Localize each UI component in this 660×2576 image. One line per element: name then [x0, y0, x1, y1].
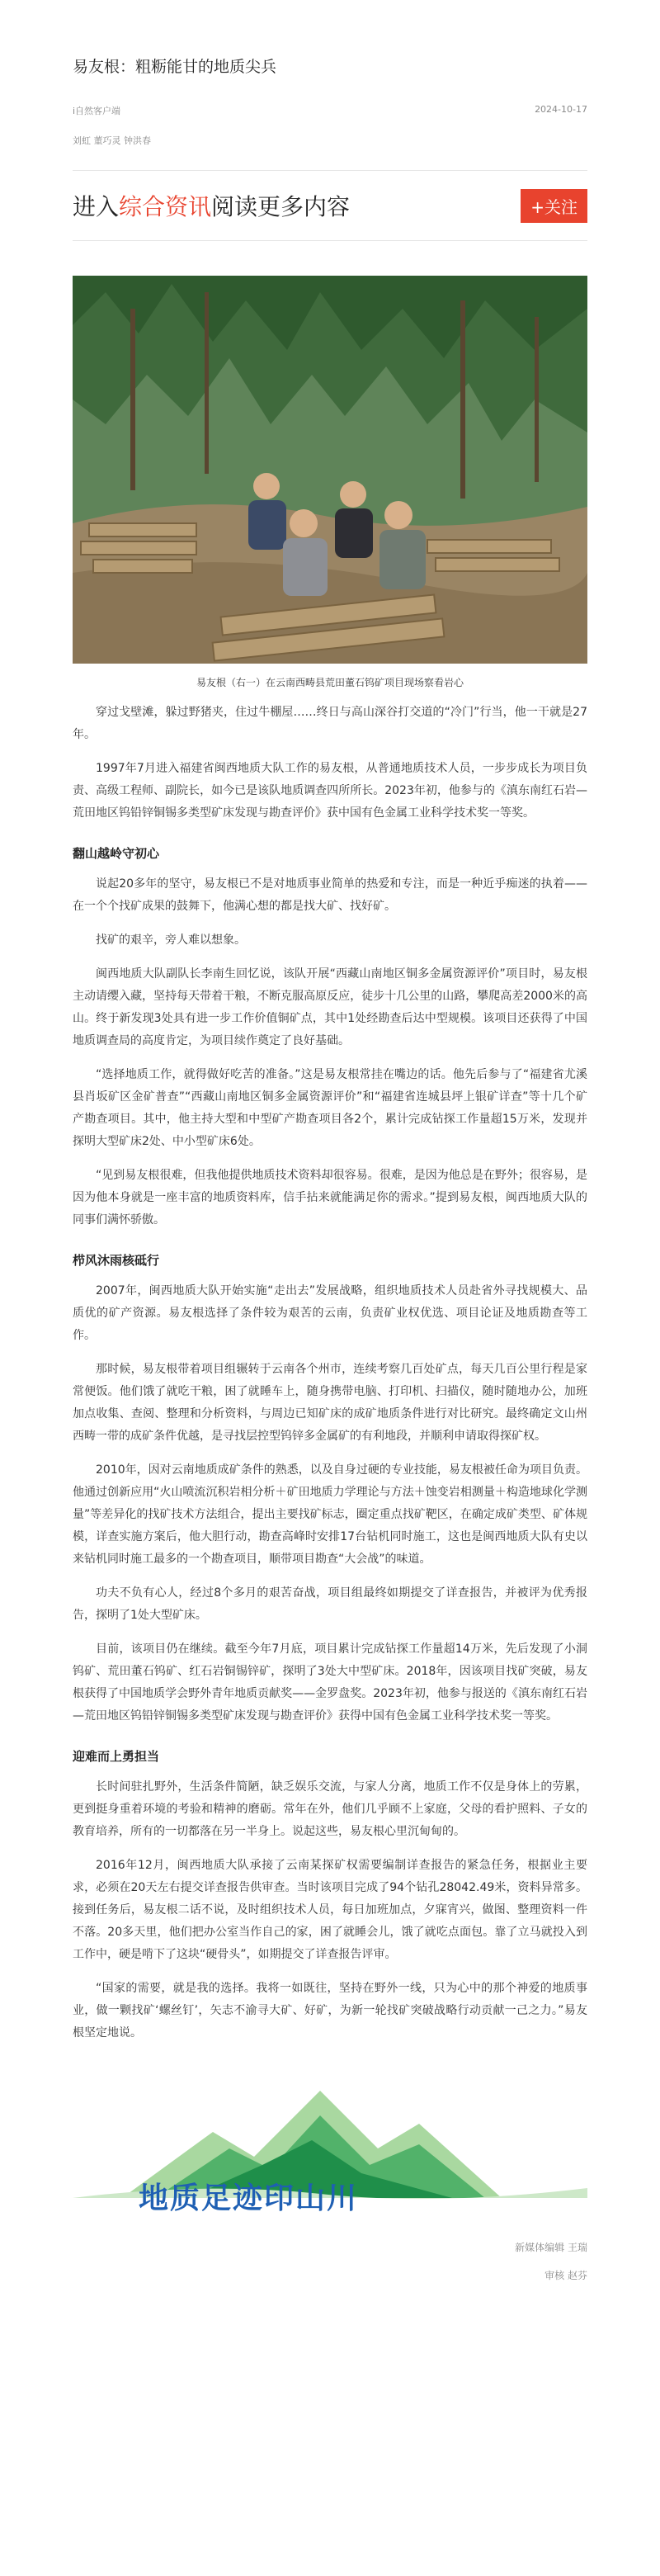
section3-paragraph: 2016年12月，闽西地质大队承接了云南某探矿权需要编制详查报告的紧急任务，根据业主要求，必须在20天左右提交详查报告供审查。当时该项目完成了94个钻孔28042.49米，资料异常多。接到任务后，易友根二话不说，及时组织技术人员，每日加班加点，夕寐宵兴，做图、整理资料一件不落。20多天里，他们把办公室当作自己的家，困了就睡会儿，饿了就吃点面包。靠了立马就投入到工作中，硬是啃下了这块“硬骨头”，如期提交了详查报告评审。: [73, 1859, 587, 1961]
section2-paragraph: 2007年，闽西地质大队开始实施“走出去”发展战略，组织地质技术人员赴省外寻找规模大、品质优的矿产资源。易友根选择了条件较为艰苦的云南，负责矿业权优选、项目论证及地质勘查等工作。: [73, 1284, 587, 1342]
section-title-1: 翻山越岭守初心: [73, 846, 160, 861]
banner-highlight: 综合资讯: [119, 193, 212, 220]
editor-credit: 新媒体编辑 王瑞: [515, 2242, 587, 2253]
read-more-banner[interactable]: [73, 170, 587, 241]
section-title-3: 迎难而上勇担当: [73, 1749, 160, 1764]
article-date: 2024-10-17: [535, 104, 587, 115]
follow-button[interactable]: +关注: [521, 189, 587, 223]
article-authors: 刘虹 董巧灵 钟洪春: [73, 135, 151, 146]
section1-paragraph: “见到易友根很难，但我他提供地质技术资料却很容易。很难，是因为他总是在野外；很容易，是因为他本身就是一座丰富的地质资料库，信手拈来就能满足你的需求。”提到易友根，闽西地质大队的同事们满怀骄傲。: [73, 1169, 587, 1227]
section1-paragraph: 说起20多年的坚守，易友根已不是对地质事业简单的热爱和专注，而是一种近乎痴迷的执着——在一个个找矿成果的鼓舞下，他满心想的都是找大矿、找好矿。: [73, 877, 587, 913]
photo-caption: 易友根（右一）在云南西畴县荒田董石钨矿项目现场察看岩心: [196, 677, 464, 688]
section1-paragraph: 闽西地质大队副队长李南生回忆说，该队开展“西藏山南地区铜多金属资源评价”项目时，易友根主动请缨入藏，坚持每天带着干粮，不断克服高原反应，徒步十几公里的山路，攀爬高差2000米的高山。终于新发现3处具有进一步工作价值铜矿点，其中1处经勘查后达中型规模。该项目还获得了中国地质调查局的高度肯定，为项目续作奠定了良好基础。: [73, 967, 587, 1047]
footer-logo: [73, 2074, 587, 2213]
field-photo-illustration: [73, 276, 587, 664]
article-meta: [73, 104, 587, 117]
section1-paragraph: “选择地质工作，就得做好吃苦的准备。”这是易友根常挂在嘴边的话。他先后参与了“福建省尤溪县肖坂矿区金矿普查”“西藏山南地区铜多金属资源评价”和“福建省连城县坪上银矿详查”等十几个矿产勘查项目。其中，他主持大型和中型矿产勘查项目各2个，累计完成钻探工作量超15万米，发现并探明大型矿床2处、中小型矿床6处。: [73, 1068, 587, 1148]
section2-paragraph: 目前，该项目仍在继续。截至今年7月底，项目累计完成钻探工作量超14万米，先后发现了小洞钨矿、荒田董石钨矿、红石岩铜锡锌矿，探明了3处大中型矿床。2018年，因该项目找矿突破，易友根获得了中国地质学会野外青年地质贡献奖——金罗盘奖。2023年初，他参与报送的《滇东南红石岩—荒田地区钨铅锌铜锡多类型矿床发现与勘查评价》获得中国有色金属工业科学技术奖一等奖。: [73, 1642, 587, 1723]
banner-prefix: 进入: [73, 193, 120, 220]
banner-suffix: 阅读更多内容: [211, 193, 351, 220]
banner-text: [73, 189, 350, 222]
reviewer-credit: 审核 赵芬: [544, 2270, 587, 2281]
article-source[interactable]: i自然客户端: [73, 106, 121, 116]
section-title-2: 栉风沐雨核砥行: [73, 1253, 160, 1268]
section2-paragraph: 2010年，因对云南地质成矿条件的熟悉，以及自身过硬的专业技能，易友根被任命为项目负责。他通过创新应用“火山喷流沉积岩相分析＋矿田地质力学理论与方法＋蚀变岩相测量＋构造地球化学测量”等差异化的找矿技术方法组合，提出主要找矿标志，圈定重点找矿靶区，在确定成矿类型、矿体规模，详查实施方案后，他大胆行动，勘查高峰时安排17台钻机同时施工，这也是闽西地质大队有史以来钻机同时施工最多的一个勘查项目，顺带项目勘查“大会战”的味道。: [73, 1463, 587, 1566]
section2-paragraph: 功夫不负有心人，经过8个多月的艰苦奋战，项目组最终如期提交了详查报告，并被评为优秀报告，探明了1处大型矿床。: [73, 1586, 587, 1622]
section3-paragraph: “国家的需要，就是我的选择。我将一如既往，坚持在野外一线，只为心中的那个神爱的地质事业，做一颗找矿‘螺丝钉’，矢志不渝寻大矿、好矿，为新一轮找矿突破战略行动贡献一己之力。”易友根坚定地说。: [73, 1982, 587, 2040]
intro-paragraph-1: 穿过戈壁滩，躲过野猪夹，住过牛棚屋……终日与高山深谷打交道的“冷门”行当，他一干就是27年。: [73, 706, 587, 741]
section3-paragraph: 长时间驻扎野外，生活条件简陋，缺乏娱乐交流，与家人分离，地质工作不仅是身体上的劳累，更到挺身重着环境的考验和精神的磨砺。常年在外，他们几乎顾不上家庭，父母的看护照料、子女的教育培养，所有的一切都落在另一半身上。说起这些，易友根心里沉甸甸的。: [73, 1780, 587, 1838]
article-title: 易友根：粗粝能甘的地质尖兵: [73, 58, 277, 76]
intro-paragraph-2: 1997年7月进入福建省闽西地质大队工作的易友根，从普通地质技术人员，一步步成长为项目负责、高级工程师、副院长，如今已是该队地质调查四所所长。2023年初，他参与的《滇东南红石岩—荒田地区钨铅锌铜锡多类型矿床发现与勘查评价》获中国有色金属工业科学技术奖一等奖。: [73, 762, 587, 820]
section2-paragraph: 那时候，易友根带着项目组辗转于云南各个州市，连续考察几百处矿点，每天几百公里行程是家常便饭。他们饿了就吃干粮，困了就睡车上，随身携带电脑、打印机、扫描仪，随时随地办公，加班加点收集、查阅、整理和分析资料，与周边已知矿床的成矿地质条件进行对比研究。最终确定文山州西畴一带的成矿条件优越，是寻找层控型钨锌多金属矿的有利地段，并顺利申请取得探矿权。: [73, 1363, 587, 1443]
field-photo: [73, 276, 587, 664]
article-credits: [73, 2238, 587, 2285]
section1-paragraph: 找矿的艰辛，旁人难以想象。: [96, 934, 246, 947]
footer-logo-text: 地质足迹印山川: [139, 2181, 359, 2215]
